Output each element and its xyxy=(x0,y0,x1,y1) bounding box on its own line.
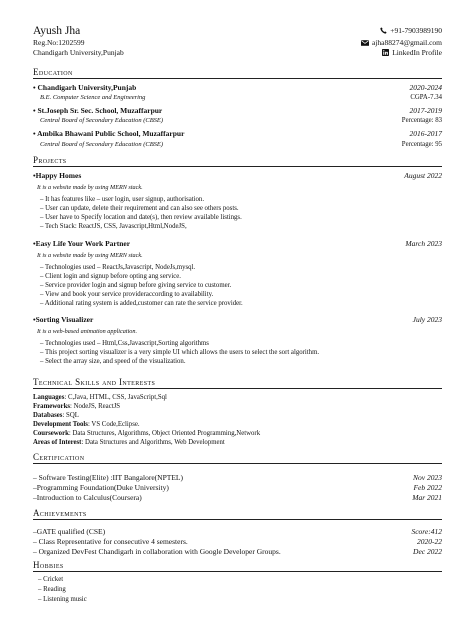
project-bullet: – Additional rating system is added,customer can rate the service provider. xyxy=(40,300,243,307)
skill-value: : SQL xyxy=(62,412,79,419)
hobbies-heading: Hobbies xyxy=(33,560,442,572)
score: Percentage: 95 xyxy=(401,141,442,148)
email-address: ajha88274@gmail.com xyxy=(371,38,442,47)
skill-value: : Data Structures and Algorithms, Web Development xyxy=(81,439,225,446)
registration-number: Reg.No:1202599 xyxy=(33,38,85,47)
certification-name: –Introduction to Calculus(Coursera) xyxy=(33,493,142,502)
achievement-text: – Class Representative for consecutive 4 semesters. xyxy=(33,537,188,546)
project-bullet: – Technologies used – ReactJs,Javascript, NodeJs,mysql. xyxy=(40,264,196,271)
achievement-text: – Organized DevFest Chandigarh in collaboration with Google Developer Groups. xyxy=(33,547,281,556)
skills-heading: Technical Skills and Interests xyxy=(33,377,442,389)
linkedin-icon xyxy=(382,49,389,56)
certification-name: –Programming Foundation(Duke University) xyxy=(33,483,169,492)
project-bullet: – It has features like – user login, user signup, authorisation. xyxy=(40,196,205,203)
project-name: •Happy Homes xyxy=(33,171,82,180)
achievement-text: –GATE qualified (CSE) xyxy=(33,527,106,536)
skill-label: Languages xyxy=(33,394,65,401)
board: Central Board of Secondary Education (CBSE) xyxy=(40,141,164,148)
envelope-icon xyxy=(361,40,369,46)
education-date: 2017-2019 xyxy=(409,106,442,115)
skill-value: : C,Java, HTML, CSS, JavaScript,Sql xyxy=(64,394,167,401)
skill-row xyxy=(33,430,260,439)
linkedin-link: LinkedIn Profile xyxy=(392,48,442,57)
project-name: •Easy Life Your Work Partner xyxy=(33,239,131,248)
project-date: March 2023 xyxy=(405,239,442,248)
project-description: It is a web-based animation application. xyxy=(37,328,138,335)
school-name: • Chandigarh University,Punjab xyxy=(33,83,137,92)
certification-heading: Certification xyxy=(33,452,442,464)
hobby-item: – Listening music xyxy=(38,596,87,603)
email-contact[interactable] xyxy=(361,38,442,47)
achievement-date: 2020-22 xyxy=(417,537,442,546)
project-description: It is a website made by using MERN stack. xyxy=(37,252,143,259)
score: CGPA-7.34 xyxy=(410,94,442,101)
header-university: Chandigarh University,Punjab xyxy=(33,48,124,57)
skill-label: Development Tools xyxy=(33,421,88,428)
achievement-date: Score:412 xyxy=(411,527,442,536)
hobby-item: – Cricket xyxy=(38,576,64,583)
school-name: • St.Joseph Sr. Sec. School, Muzaffarpur xyxy=(33,106,163,115)
skill-label: Databases xyxy=(33,412,63,419)
phone-icon xyxy=(380,27,387,34)
candidate-name: Ayush Jha xyxy=(33,25,81,37)
education-date: 2020-2024 xyxy=(409,83,442,92)
project-bullet: – Tech Stack: ReactJS, CSS, Javascript,Html,NodeJS, xyxy=(40,223,187,230)
skill-label: Frameworks xyxy=(33,403,70,410)
linkedin-contact[interactable] xyxy=(382,48,442,57)
project-description: It is a website made by using MERN stack. xyxy=(37,184,143,191)
project-bullet: – Client login and signup before opting ang service. xyxy=(40,273,182,280)
skill-label: Coursework xyxy=(33,430,69,437)
phone-contact[interactable] xyxy=(380,26,442,35)
achievement-date: Dec 2022 xyxy=(413,547,442,556)
education-date: 2016-2017 xyxy=(409,129,442,138)
project-bullet: – User have to Specify location and date(s), then review available listings. xyxy=(40,214,242,221)
project-name: •Sorting Visualizer xyxy=(33,315,94,324)
hobby-item: – Reading xyxy=(38,586,66,593)
project-bullet: – Technologies used – Html,Css,Javascript,Sorting algorithms xyxy=(40,340,209,347)
degree: B.E. Computer Science and Engineering xyxy=(40,94,146,101)
project-date: August 2022 xyxy=(404,171,442,180)
certification-name: – Software Testing(Elite) :IIT Bangalore(NPTEL) xyxy=(33,473,183,482)
projects-heading: Projects xyxy=(33,155,442,167)
project-date: July 2023 xyxy=(412,315,442,324)
education-heading: Education xyxy=(33,67,442,79)
school-name: • Ambika Bhawani Public School, Muzaffarpur xyxy=(33,129,185,138)
skill-value: : Data Structures, Algorithms, Object Oriented Programming,Network xyxy=(68,430,261,437)
phone-number: +91-7903989190 xyxy=(390,26,442,35)
skill-value: : VS Code,Eclipse. xyxy=(87,421,140,428)
project-bullet: – User can update, delete their requirement and can also see others posts. xyxy=(40,205,239,212)
certification-date: Feb 2022 xyxy=(413,483,442,492)
score: Percentage: 83 xyxy=(401,117,442,124)
skill-label: Areas of Interest xyxy=(33,439,82,446)
achievements-heading: Achievements xyxy=(33,508,442,520)
certification-date: Nov 2023 xyxy=(413,473,442,482)
project-bullet: – Service provider login and signup before giving service to customer. xyxy=(40,282,232,289)
skill-row xyxy=(33,403,120,412)
skill-value: : NodeJS, ReactJS xyxy=(70,403,121,410)
project-bullet: – This project sorting visualizer is a very simple UI which allows the users to select the sort algorithm. xyxy=(40,349,320,356)
skill-row xyxy=(33,412,79,421)
certification-date: Mar 2021 xyxy=(412,493,442,502)
board: Central Board of Secondary Education (CBSE) xyxy=(40,117,164,124)
project-bullet: – View and book your service provideraccording to availability. xyxy=(40,291,214,298)
skill-row xyxy=(33,421,140,430)
skill-row xyxy=(33,439,225,448)
project-bullet: – Select the array size, and speed of the visualization. xyxy=(40,358,186,365)
skill-row xyxy=(33,394,167,403)
